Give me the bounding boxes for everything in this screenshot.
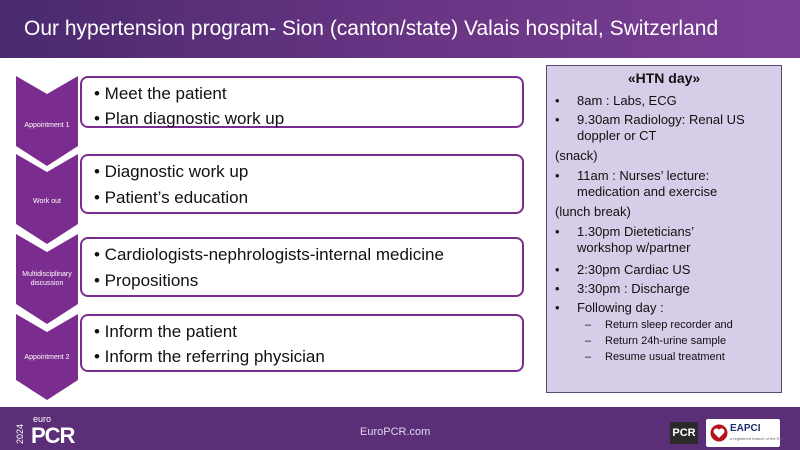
header-bar bbox=[0, 0, 800, 58]
schedule-item-cont: workshop w/partner bbox=[577, 240, 691, 255]
step-box-1 bbox=[80, 76, 524, 128]
step-label-3-line1: Multidisciplinary bbox=[22, 271, 72, 278]
eapci-logo bbox=[706, 419, 785, 447]
logo-pcr: PCR bbox=[31, 423, 75, 448]
bullet-icon: • bbox=[555, 281, 560, 296]
schedule-item-cont: doppler or CT bbox=[577, 128, 657, 143]
dash-icon: – bbox=[585, 335, 592, 347]
step-label-2: Work out bbox=[33, 198, 61, 205]
schedule-item: 11am : Nurses’ lecture: bbox=[577, 168, 710, 183]
bullet-icon: • bbox=[555, 262, 560, 277]
schedule-item-cont: medication and exercise bbox=[577, 184, 718, 199]
schedule-note: (lunch break) bbox=[555, 204, 631, 219]
panel-title: «HTN day» bbox=[627, 70, 701, 86]
schedule-item: 2:30pm Cardiac US bbox=[577, 262, 691, 277]
dash-icon: – bbox=[585, 319, 592, 331]
dash-icon: – bbox=[585, 351, 592, 363]
heart-icon bbox=[710, 424, 728, 442]
process-steps bbox=[16, 74, 528, 404]
year-text: 2024 bbox=[15, 423, 25, 444]
list-item: • Meet the patient bbox=[94, 84, 227, 103]
list-item: • Propositions bbox=[94, 271, 199, 290]
bullet-icon: • bbox=[555, 224, 560, 239]
logo-euro: euro bbox=[33, 414, 52, 424]
bullet-icon: • bbox=[555, 93, 560, 108]
schedule-note: (snack) bbox=[555, 148, 598, 163]
sub-item: Return 24h-urine sample bbox=[605, 335, 727, 347]
page-title: Our hypertension program- Sion (canton/state) Valais hospital, Switzerland bbox=[24, 17, 719, 40]
list-item: • Cardiologists-nephrologists-internal medicine bbox=[94, 245, 444, 264]
step-box-4 bbox=[80, 314, 524, 372]
htn-day-panel bbox=[546, 65, 782, 393]
step-label-4: Appointment 2 bbox=[24, 354, 70, 361]
bullet-icon: • bbox=[555, 112, 560, 127]
list-item: • Inform the patient bbox=[94, 322, 237, 341]
schedule-item: 3:30pm : Discharge bbox=[577, 281, 690, 296]
step-label-3-line2: discussion bbox=[30, 280, 64, 287]
list-item: • Plan diagnostic work up bbox=[94, 109, 285, 128]
bullet-icon: • bbox=[555, 300, 560, 315]
bullet-icon: • bbox=[555, 168, 560, 183]
step-label-1: Appointment 1 bbox=[24, 122, 70, 129]
sub-item: Return sleep recorder and bbox=[605, 319, 733, 331]
eapci-text: EAPCI bbox=[730, 423, 761, 434]
footer-url[interactable]: EuroPCR.com bbox=[360, 426, 431, 438]
step-box-3 bbox=[80, 237, 524, 297]
step-label-3 bbox=[16, 270, 78, 288]
step-box-2 bbox=[80, 154, 524, 214]
sub-item: Resume usual treatment bbox=[605, 351, 725, 363]
schedule-item: 8am : Labs, ECG bbox=[577, 93, 677, 108]
year-label bbox=[15, 413, 25, 445]
list-item: • Diagnostic work up bbox=[94, 162, 249, 181]
schedule-item: Following day : bbox=[577, 300, 664, 315]
pcr-badge-logo: PCR bbox=[670, 422, 698, 444]
schedule-item: 9.30am Radiology: Renal US bbox=[577, 112, 745, 127]
eapci-subtext: a registered branch of the ESC bbox=[730, 436, 785, 441]
list-item: • Inform the referring physician bbox=[94, 347, 325, 366]
list-item: • Patient’s education bbox=[94, 188, 249, 207]
schedule-item: 1.30pm Dieteticians’ bbox=[577, 224, 695, 239]
